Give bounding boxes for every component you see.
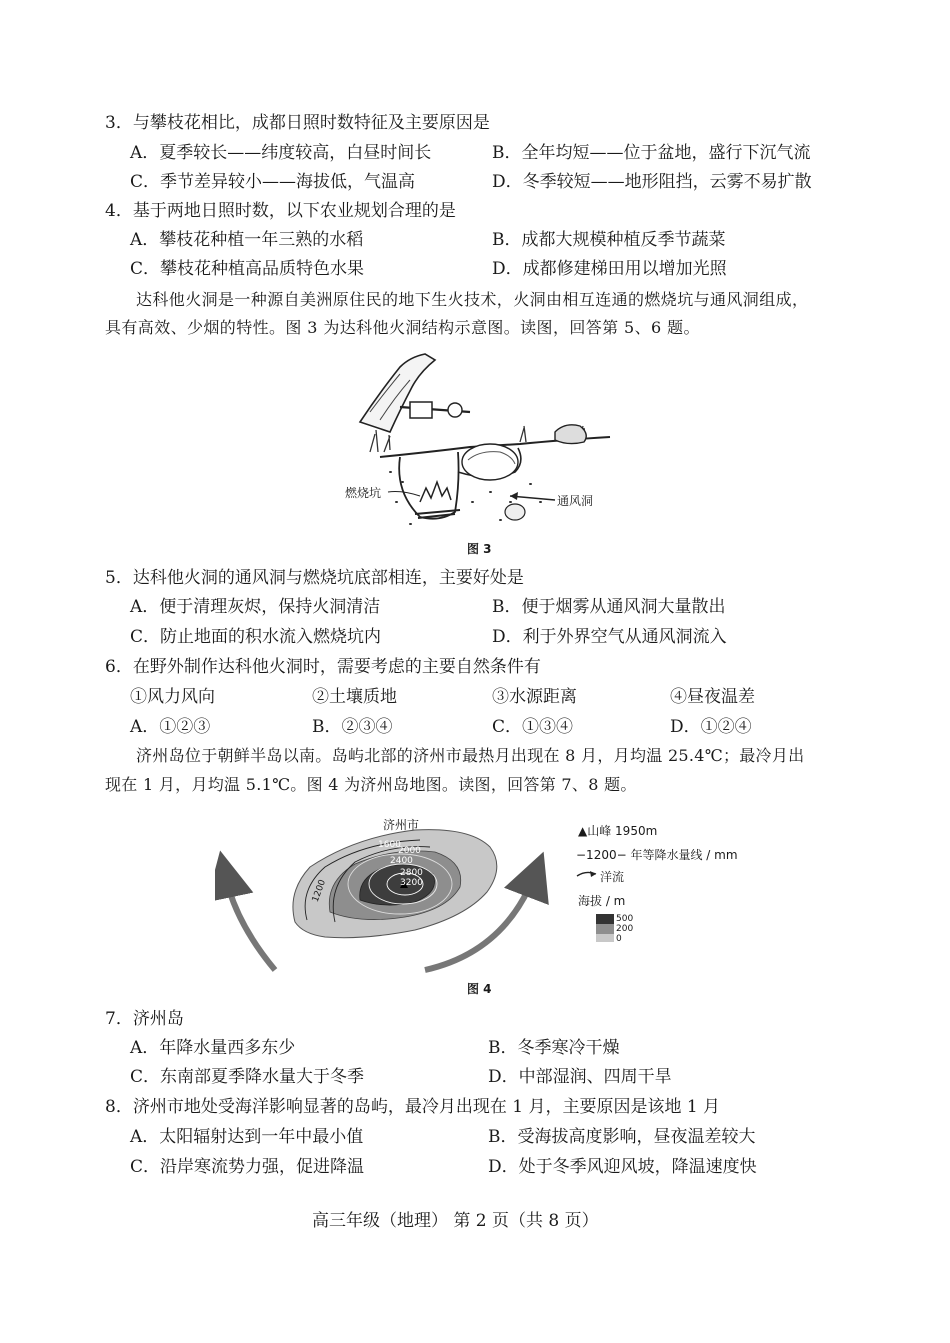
legend-elev-0: 0 (616, 934, 622, 944)
q7-option-b: B．冬季寒冷干燥 (488, 1038, 620, 1058)
passage2-line2: 现在 1 月，月均温 5.1℃。图 4 为济州岛地图。读图，回答第 7、8 题。 (105, 775, 637, 794)
figure-3-caption: 图 3 (467, 542, 492, 556)
fig4-isohyet-2000: 2000 (398, 846, 421, 856)
q6-item-3: ③水源距离 (492, 687, 577, 707)
figure-4-jeju-map (215, 812, 555, 977)
fig4-isohyet-3200: 3200 (400, 878, 423, 888)
legend-elev-500: 500 (616, 914, 634, 924)
q3-stem: 3．与攀枝花相比，成都日照时数特征及主要原因是 (105, 113, 490, 133)
q5-stem: 5．达科他火洞的通风洞与燃烧坑底部相连，主要好处是 (105, 568, 524, 588)
q6-option-d: D．①②④ (670, 717, 752, 737)
legend-swatch-500 (596, 914, 614, 924)
q6-item-2: ②土壤质地 (312, 687, 397, 707)
q7-option-a: A．年降水量西多东少 (130, 1038, 296, 1058)
fig4-isohyet-2400: 2400 (390, 856, 413, 866)
q3-option-b: B．全年均短——位于盆地，盛行下沉气流 (492, 143, 811, 163)
q6-option-a: A．①②③ (130, 717, 211, 737)
q8-option-b: B．受海拔高度影响，昼夜温差较大 (488, 1127, 756, 1147)
q7-stem: 7．济州岛 (105, 1009, 184, 1029)
legend-current: 洋流 (600, 870, 625, 884)
q5-option-a: A．便于清理灰烬，保持火洞清洁 (130, 597, 381, 617)
passage1-line2: 具有高效、少烟的特性。图 3 为达科他火洞结构示意图。读图，回答第 5、6 题。 (105, 318, 700, 337)
legend-peak: ▲山峰 1950m (578, 824, 658, 838)
q8-option-c: C．沿岸寒流势力强，促进降温 (130, 1157, 365, 1177)
q6-stem: 6．在野外制作达科他火洞时，需要考虑的主要自然条件有 (105, 657, 541, 677)
q3-option-d: D．冬季较短——地形阻挡，云雾不易扩散 (492, 172, 812, 192)
fig4-isohyet-2800: 2800 (400, 868, 423, 878)
q4-option-d: D．成都修建梯田用以增加光照 (492, 259, 727, 279)
legend-isohyet: −1200− 年等降水量线 / mm (576, 848, 738, 862)
legend-elev-200: 200 (616, 924, 634, 934)
q4-option-b: B．成都大规模种植反季节蔬菜 (492, 230, 726, 250)
fig3-label-vent: 通风洞 (557, 494, 594, 508)
legend-swatch-200 (596, 924, 614, 934)
q8-stem: 8．济州市地处受海洋影响显著的岛屿，最冷月出现在 1 月，主要原因是该地 1 月 (105, 1097, 721, 1117)
legend-swatch-0 (596, 934, 614, 942)
page-footer: 高三年级（地理） 第 2 页（共 8 页） (312, 1211, 599, 1231)
q5-option-d: D．利于外界空气从通风洞流入 (492, 627, 727, 647)
figure-4-caption: 图 4 (467, 982, 492, 996)
q3-option-c: C．季节差异较小——海拔低，气温高 (130, 172, 416, 192)
q3-option-a: A．夏季较长——纬度较高，白昼时间长 (130, 143, 432, 163)
q4-stem: 4．基于两地日照时数，以下农业规划合理的是 (105, 201, 456, 221)
q6-option-c: C．①③④ (492, 717, 574, 737)
q6-item-1: ①风力风向 (130, 687, 215, 707)
passage2-line1: 济州岛位于朝鲜半岛以南。岛屿北部的济州市最热月出现在 8 月，月均温 25.4℃；最冷月出 (136, 746, 805, 765)
fig4-isohyet-1200: 1200 (310, 878, 329, 904)
fig3-label-burning-pit: 燃烧坑 (345, 486, 382, 500)
fig4-isohyet-1600: 1600 (378, 840, 401, 850)
current-arrow-icon (576, 868, 598, 880)
q5-option-b: B．便于烟雾从通风洞大量散出 (492, 597, 726, 617)
q6-option-b: B．②③④ (312, 717, 393, 737)
q7-option-d: D．中部湿润、四周干旱 (488, 1067, 672, 1087)
q6-item-4: ④昼夜温差 (670, 687, 755, 707)
legend-elevation: 海拔 / m (578, 894, 626, 908)
q5-option-c: C．防止地面的积水流入燃烧坑内 (130, 627, 382, 647)
q4-option-c: C．攀枝花种植高品质特色水果 (130, 259, 365, 279)
passage1-line1: 达科他火洞是一种源自美洲原住民的地下生火技术，火洞由相互连通的燃烧坑与通风洞组成， (136, 290, 809, 309)
q8-option-d: D．处于冬季风迎风坡，降温速度快 (488, 1157, 757, 1177)
q7-option-c: C．东南部夏季降水量大于冬季 (130, 1067, 365, 1087)
q4-option-a: A．攀枝花种植一年三熟的水稻 (130, 230, 364, 250)
q8-option-a: A．太阳辐射达到一年中最小值 (130, 1127, 364, 1147)
fig4-city-label: 济州市 (383, 818, 420, 832)
